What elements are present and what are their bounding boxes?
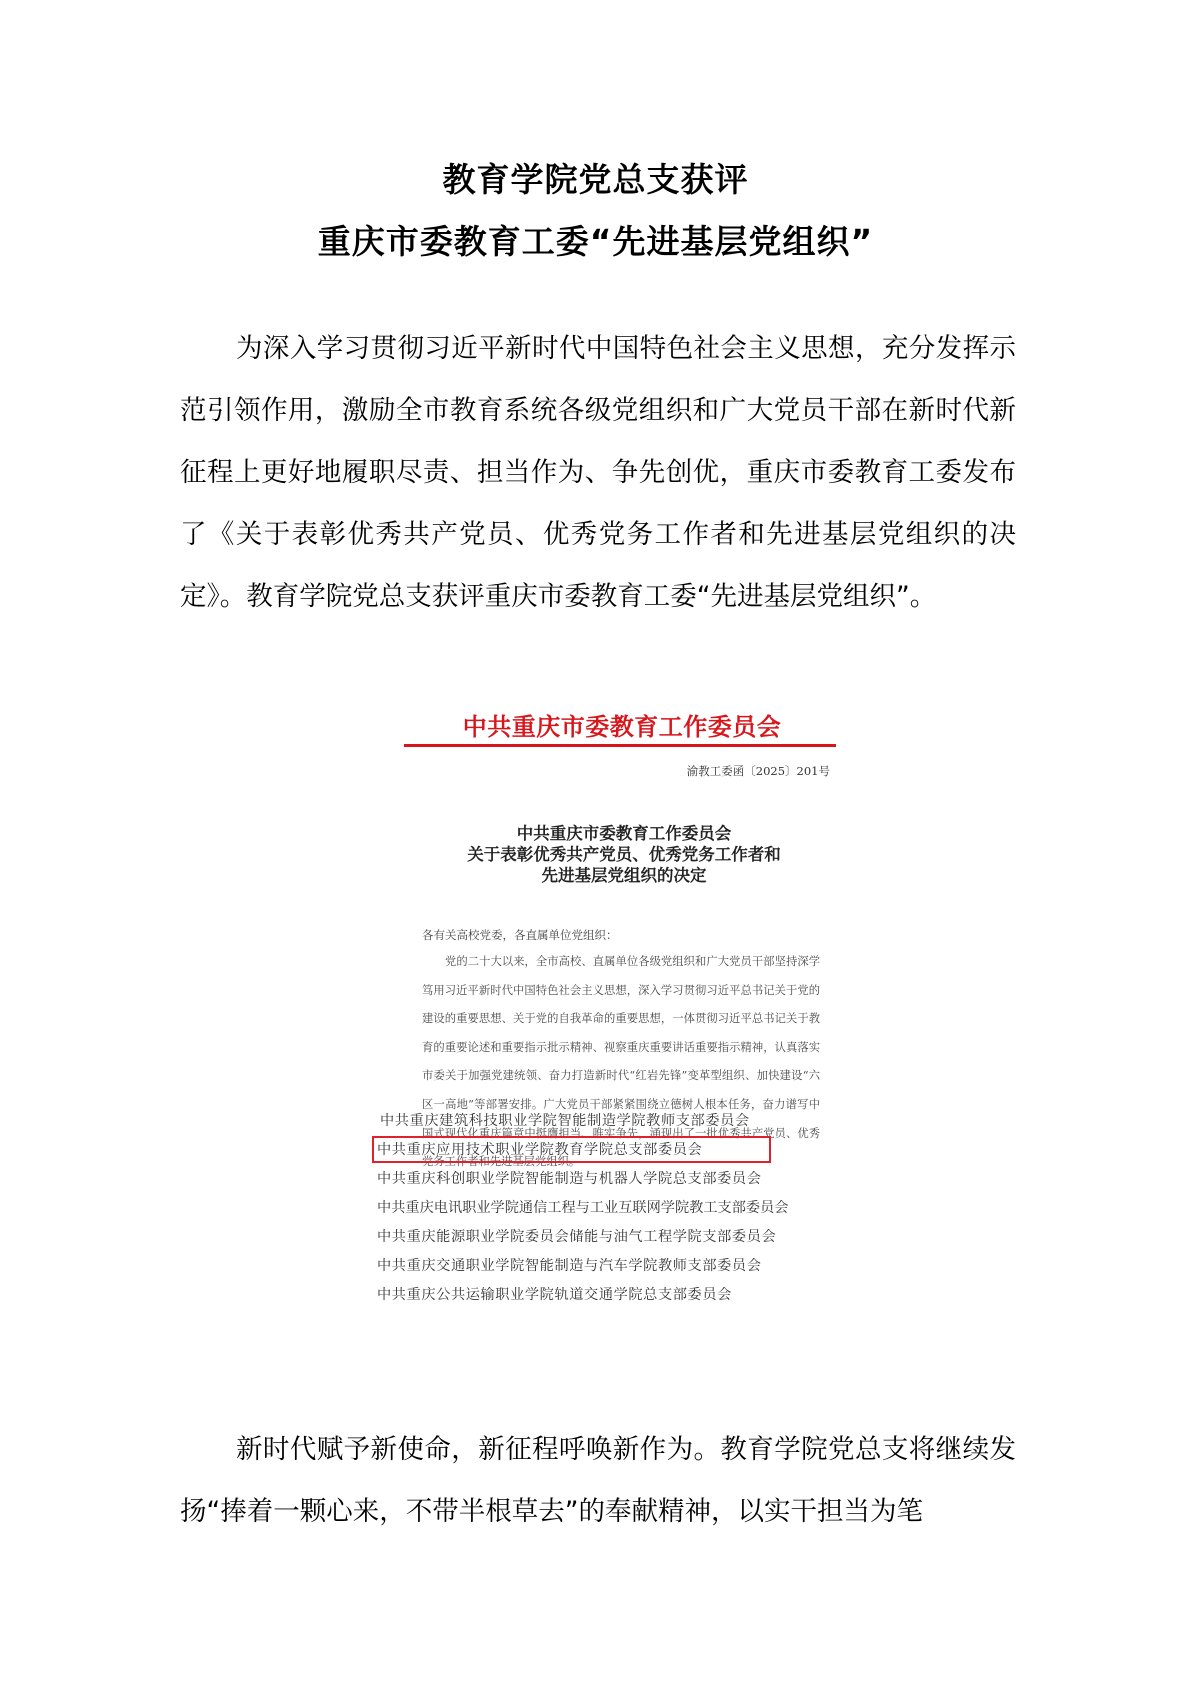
document-title-line3: 先进基层党组织的决定 (541, 866, 707, 885)
article-title-line2: 重庆市委教育工委“先进基层党组织” (317, 222, 874, 261)
document-number: 渝教工委函〔2025〕201号 (686, 764, 830, 778)
document-title-line1: 中共重庆市委教育工作委员会 (516, 824, 732, 843)
organization-item: 中共重庆公共运输职业学院轨道交通学院总支部委员会 (377, 1287, 732, 1303)
document-letterhead: 中共重庆市委教育工作委员会 (462, 712, 782, 741)
article-title-line1: 教育学院党总支获评 (442, 160, 749, 199)
organization-item: 中共重庆能源职业学院委员会储能与油气工程学院支部委员会 (377, 1229, 777, 1245)
document-salutation: 各有关高校党委，各直属单位党组织： (422, 928, 618, 942)
article-paragraph-2: 新时代赋予新使命，新征程呼唤新作为。教育学院党总支将继续发扬“捧着一颗心来，不带半根草去”的奉献精神，以实干担当为笔 (180, 1434, 1016, 1527)
organization-item: 中共重庆建筑科技职业学院智能制造学院教师支部委员会 (380, 1113, 750, 1129)
document-body: 党的二十大以来，全市高校、直属单位各级党组织和广大党员干部坚持深学笃用习近平新时代中国特色社会主义思想，深入学习贯彻习近平总书记关于党的建设的重要思想、关于党的自我革命的重要思想，一体贯彻习近平总书记关于教育的重要论述和重要指示批示精神、视察重庆重要讲话重要指示精神，认真落实市委关于加强党建统领、奋力打造新时代“红岩先锋”变革型组织、加快建设“六区一高地”等部署安排。广大党员干部紧紧围绕立德树人根本任务，奋力谱写中国式现代化重庆篇章中挺膺担当、唯实争先，涌现出了一批优秀共产党员、优秀党务工作者和先进基层党组织。 (422, 955, 820, 1169)
highlight-box (372, 1136, 771, 1163)
organization-item: 中共重庆交通职业学院智能制造与汽车学院教师支部委员会 (377, 1258, 762, 1274)
organization-item-highlighted: 中共重庆应用技术职业学院教育学院总支部委员会 (377, 1142, 703, 1158)
organization-item: 中共重庆电讯职业学院通信工程与工业互联网学院教工支部委员会 (377, 1200, 789, 1216)
organization-item: 中共重庆科创职业学院智能制造与机器人学院总支部委员会 (377, 1171, 762, 1187)
document-title-line2: 关于表彰优秀共产党员、优秀党务工作者和 (467, 845, 781, 864)
article-paragraph-1: 为深入学习贯彻习近平新时代中国特色社会主义思想，充分发挥示范引领作用，激励全市教育系统各级党组织和广大党员干部在新时代新征程上更好地履职尽责、担当作为、争先创优，重庆市委教育工委发布了《关于表彰优秀共产党员、优秀党务工作者和先进基层党组织的决定》。教育学院党总支获评重庆市委教育工委“先进基层党组织”。 (180, 333, 1016, 612)
letterhead-red-line (404, 744, 836, 747)
